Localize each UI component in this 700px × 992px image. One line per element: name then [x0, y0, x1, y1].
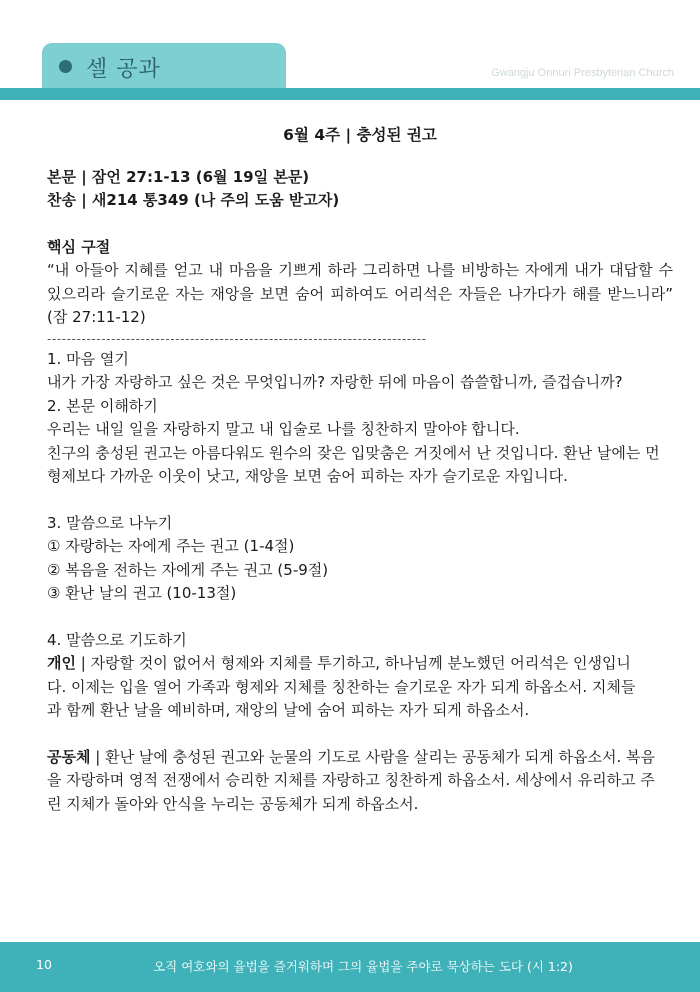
page-number: 10 [36, 957, 52, 972]
community-text: | 환난 날에 충성된 권고와 눈물의 기도로 사람을 살리는 공동체가 되게 하옵소서. 복음을 자랑하며 영적 전쟁에서 승리한 지체를 자랑하고 칭찬하게 하옵소서. 세상에서 유리하고 주린 지체가 돌아와 안식을 누리는 공동체가 되게 하옵소서. [47, 747, 655, 813]
header-tab [42, 43, 286, 89]
header-bar [0, 88, 700, 100]
list-item: ② 복음을 전하는 자에게 주는 권고 (5-9절) [47, 560, 329, 579]
section2-line: 우리는 내일 일을 자랑하지 말고 내 입술로 나를 칭찬하지 말아야 합니다. [47, 420, 520, 438]
section1-heading: 1. 마음 열기 [47, 349, 129, 368]
bullet-dot-icon [59, 60, 72, 73]
text-reference: 본문 | 잠언 27:1-13 (6월 19일 본문) [47, 167, 310, 186]
section2-heading: 2. 본문 이해하기 [47, 396, 158, 415]
section1-body: 내가 가장 자랑하고 싶은 것은 무엇입니까? 자랑한 뒤에 마음이 씁쓸합니까, 즐겁습니까? [47, 373, 623, 391]
footer-bar [0, 942, 700, 992]
section3-heading: 3. 말씀으로 나누기 [47, 513, 173, 532]
lesson-content [47, 124, 673, 816]
list-item: ① 자랑하는 자에게 주는 권고 (1-4절) [47, 537, 295, 555]
hymn-reference: 찬송 | 새214 통349 (나 주의 도움 받고자) [47, 191, 340, 209]
key-verse-heading: 핵심 구절 [47, 237, 111, 256]
lesson-title: 6월 4주 | 충성된 권고 [283, 126, 437, 144]
section-divider: ----------------------------------------------------------------------------- [47, 331, 427, 346]
personal-prayer [47, 652, 647, 723]
section4-heading: 4. 말씀으로 기도하기 [47, 630, 187, 649]
community-prayer [47, 746, 661, 817]
section2-line: 친구의 충성된 권고는 아름다워도 원수의 잦은 입맞춤은 거짓에서 난 것입니다. 환난 날에는 먼 형제보다 가까운 이웃이 낫고, 재앙을 보면 숨어 피하는 자가 슬기로운 자입니다. [47, 443, 660, 485]
page-title: 셀 공과 [86, 57, 161, 82]
footer-verse: 오직 여호와의 율법을 즐거워하며 그의 율법을 주야로 묵상하는 도다 (시 1:2) [153, 959, 573, 974]
list-item: ③ 환난 날의 권고 (10-13절) [47, 584, 237, 602]
personal-text: | 자랑할 것이 없어서 형제와 지체를 투기하고, 하나님께 분노했던 어리석은 인생입니다. 이제는 입을 열어 가족과 형제와 지체를 칭찬하는 슬기로운 자가 되게 하옵소서. 지체들과 함께 환난 날을 예비하며, 재앙의 날에 숨어 피하는 자가 되게 하옵소서. [47, 654, 636, 719]
key-verse-text: “내 아들아 지혜를 얻고 내 마음을 기쁘게 하라 그리하면 나를 비방하는 자에게 내가 대답할 수 있으리라 슬기로운 자는 재앙을 보면 숨어 피하여도 어리석은 자들은 나가다가 해를 받느니라” (잠 27:11-12) [47, 261, 673, 326]
community-label: 공동체 [47, 747, 91, 766]
church-name: Gwangju Onnuri Presbyterian Church [491, 67, 674, 79]
personal-label: 개인 [47, 654, 76, 672]
